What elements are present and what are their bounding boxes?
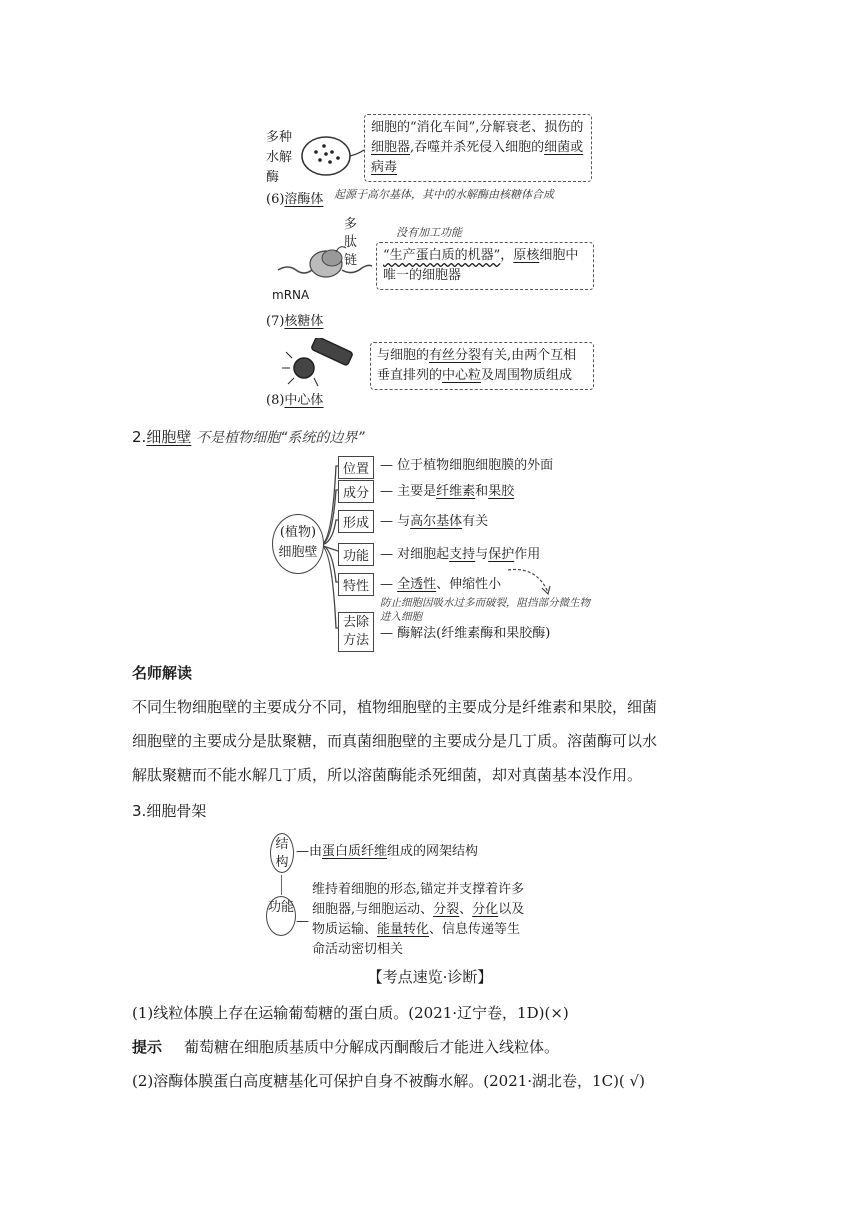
centrosome-desc-box: 与细胞的有丝分裂有关,由两个互相垂直排列的中心粒及周围物质组成 xyxy=(370,342,594,390)
cell-wall-text-formation: — 与高尔基体有关 xyxy=(380,514,489,529)
cell-wall-text-composition: — 主要是纤维素和果胶 xyxy=(380,484,515,499)
cell-wall-note-arrow xyxy=(506,566,556,600)
centrosome-caption-name: 中心体 xyxy=(284,393,324,408)
cell-wall-tag-formation: 形成 xyxy=(338,510,374,533)
cell-wall-text-position: — 位于植物细胞细胞膜的外面 xyxy=(380,458,554,473)
lysosome-handnote: 起源于高尔基体，其中的水解酶由核糖体合成 xyxy=(334,188,554,201)
lysosome-caption-name: 溶酶体 xyxy=(284,192,324,207)
quiz-hint xyxy=(132,1030,559,1064)
ribosome-caption: (7)核糖体 xyxy=(266,314,324,329)
cytoskeleton-func-label: 功能 xyxy=(266,896,296,936)
cytoskeleton-struct-label: 结构 xyxy=(270,833,294,873)
quiz-title: 【考点速览·诊断】 xyxy=(367,968,493,986)
cell-wall-tag-composition: 成分 xyxy=(338,480,374,503)
quiz-q1: (1)线粒体膜上存在运输葡萄糖的蛋白质。(2021·辽宁卷，1D)(×) xyxy=(132,1004,569,1022)
teacher-title: 名师解读 xyxy=(132,664,193,682)
cytoskeleton-struct-text: —由蛋白质纤维组成的网架结构 xyxy=(296,844,479,859)
cytoskeleton-func-text: — 维持着细胞的形态,锚定并支撑着许多细胞器,与细胞运动、分裂、分化以及物质运输、能量转化、信息传递等生命活动密切相关 xyxy=(296,882,525,957)
cell-wall-tag-function: 功能 xyxy=(338,543,374,566)
ribosome-chain-label: 多肽链 xyxy=(344,217,358,268)
cell-wall-text-property: — 全透性、伸缩性小 xyxy=(380,577,502,592)
teacher-line: 不同生物细胞壁的主要成分不同，植物细胞壁的主要成分是纤维素和果胶，细菌 xyxy=(132,698,658,716)
teacher-paragraph xyxy=(132,690,732,792)
cell-wall-tag-property: 特性 xyxy=(338,573,374,596)
lysosome-caption: (6)溶酶体 xyxy=(266,192,324,207)
cell-wall-tag-position: 位置 xyxy=(338,456,374,479)
teacher-line: 解肽聚糖而不能水解几丁质，所以溶菌酶能杀死细菌，却对真菌基本没作用。 xyxy=(132,766,643,784)
ribosome-figure xyxy=(274,240,374,290)
ribosome-mrna-label: mRNA xyxy=(272,288,310,302)
ribosome-desc-box: “生产蛋白质的机器”，原核细胞中唯一的细胞器 xyxy=(376,242,594,290)
cell-wall-tag-removal: 去除方法 xyxy=(338,612,374,652)
lysosome-side-label: 多种水解酶 xyxy=(266,130,293,185)
teacher-line: 细胞壁的主要成分是肽聚糖，而真菌细胞壁的主要成分是几丁质。溶菌酶可以水 xyxy=(132,732,658,750)
cell-wall-text-removal: — 酶解法(纤维素酶和果胶酶) xyxy=(380,626,551,641)
quiz-hint-text: 葡萄糖在细胞质基质中分解成丙酮酸后才能进入线粒体。 xyxy=(184,1038,560,1056)
cell-wall-handnote: 防止细胞因吸水过多而破裂，阻挡部分微生物进入细胞 xyxy=(380,597,590,623)
cytoskeleton-connector xyxy=(281,875,282,895)
quiz-q2: (2)溶酶体膜蛋白高度糖基化可保护自身不被酶水解。(2021·湖北卷，1C)( √) xyxy=(132,1072,645,1090)
cell-wall-text-function: — 对细胞起支持与保护作用 xyxy=(380,547,541,562)
quiz-hint-label: 提示 xyxy=(132,1038,163,1056)
lysosome-desc-box: 细胞的“消化车间”,分解衰老、损伤的细胞器,吞噬并杀死侵入细胞的细菌或病毒 xyxy=(364,114,592,182)
centrosome-caption: (8)中心体 xyxy=(266,393,324,408)
ribosome-caption-name: 核糖体 xyxy=(284,314,324,329)
cytoskeleton-heading: 3.细胞骨架 xyxy=(132,802,207,820)
cell-wall-heading: 2.细胞壁 不是植物细胞“系统的边界” xyxy=(132,428,365,446)
cell-wall-center: (植物) 细胞壁 xyxy=(272,514,324,574)
ribosome-handnote: 没有加工功能 xyxy=(396,226,462,239)
centrosome-figure xyxy=(282,338,362,392)
